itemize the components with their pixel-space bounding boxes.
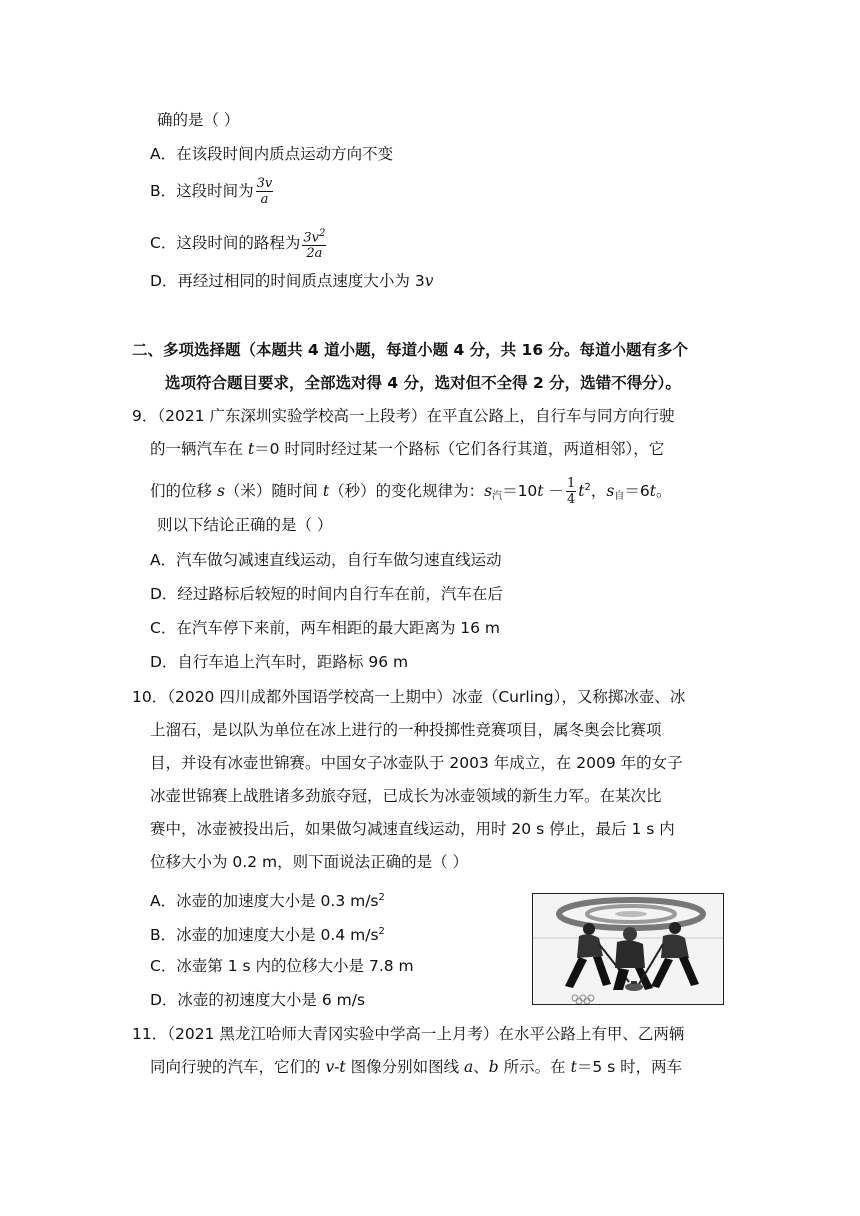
q8-option-c	[150, 226, 328, 261]
q8-option-b-label: B．这段时间为	[150, 182, 254, 200]
q9-option-b: D．经过路标后较短的时间内自行车在前，汽车在后	[150, 585, 503, 603]
q10-line5: 赛中，冰壶被投出后，如果做匀减速直线运动，用时 20 s 停止，最后 1 s 内	[150, 820, 675, 838]
section2-heading-line2: 选项符合题目要求，全部选对得 4 分，选对但不全得 2 分，选错不得分）。	[165, 374, 681, 392]
q10-line6: 位移大小为 0.2 m，则下面说法正确的是（ ）	[150, 853, 469, 871]
q10-option-b: B．冰壶的加速度大小是 0.4 $m/s^2$	[150, 926, 385, 945]
q10-option-c: C．冰壶第 1 s 内的位移大小是 7.8 m	[150, 957, 414, 975]
q9-line1: 9．（2021 广东深圳实验学校高一上段考）在平直公路上，自行车与同方向行驶	[132, 407, 675, 425]
q10-option-d: D．冰壶的初速度大小是 6 m/s	[150, 991, 366, 1009]
q9-line2: 的一辆汽车在 t＝0 时同时经过某一个路标（它们各行其道，两道相邻），它	[150, 440, 665, 458]
q8-option-b-fraction: $\frac{3v}{a}$	[256, 176, 273, 207]
q8-option-b	[150, 176, 275, 207]
q10-line1: 10．（2020 四川成都外国语学校高一上期中）冰壶（Curling），又称掷冰壶、冰	[132, 688, 686, 706]
q11-line2: 同向行驶的汽车，它们的 v-t 图像分别如图线 a、b 所示。在 t＝5 s 时，两车	[150, 1058, 683, 1076]
q9-quarter-fraction: $\frac{1}{4}$	[566, 476, 576, 507]
section2-heading-line1: 二、多项选择题（本题共 4 道小题，每道小题 4 分，共 16 分。每道小题有多个	[132, 341, 689, 359]
q10-option-a: A．冰壶的加速度大小是 0.3 $m/s^2$	[150, 892, 385, 911]
q8-option-d: D．再经过相同的时间质点速度大小为 3v	[150, 272, 434, 290]
q9-line3: 们的位移 s（米）随时间 t（秒）的变化规律为：$s_汽=10t$ － $\frac{1}{4}$ $t^2$，$s_自=6t$。	[150, 476, 672, 507]
q8-stem-tail: 确的是（ ）	[157, 111, 240, 129]
curling-photo	[532, 893, 724, 1005]
q9-option-c: C．在汽车停下来前，两车相距的最大距离为 16 m	[150, 619, 501, 637]
q8-option-c-label: C．这段时间的路程为	[150, 234, 301, 253]
q10-line3: 目，并设有冰壶世锦赛。中国女子冰壶队于 2003 年成立，在 2009 年的女子	[150, 754, 683, 772]
q11-line1: 11．（2021 黑龙江哈师大青冈实验中学高一上月考）在水平公路上有甲、乙两辆	[132, 1025, 685, 1043]
q9-option-a: A．汽车做匀减速直线运动，自行车做匀速直线运动	[150, 551, 502, 569]
q10-line4: 冰壶世锦赛上战胜诸多劲旅夺冠，已成长为冰壶领域的新生力军。在某次比	[150, 787, 662, 805]
q9-option-d: D．自行车追上汽车时，距路标 96 m	[150, 653, 409, 671]
curling-scene-illustration	[533, 894, 723, 1004]
q9-line4: 则以下结论正确的是（ ）	[157, 516, 333, 534]
q8-option-a: A．在该段时间内质点运动方向不变	[150, 145, 394, 163]
q10-line2: 上溜石，是以队为单位在冰上进行的一种投掷性竞赛项目，属冬奥会比赛项	[150, 721, 662, 739]
q8-option-c-fraction: $\frac{3v^2}{2a}$	[303, 228, 326, 262]
